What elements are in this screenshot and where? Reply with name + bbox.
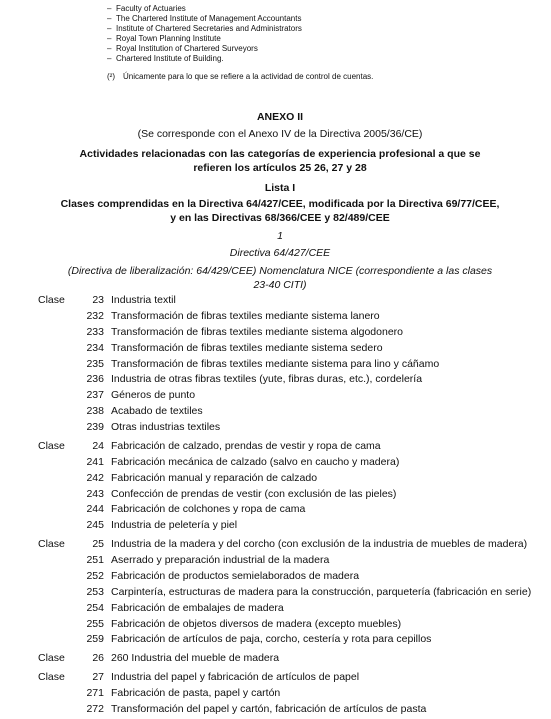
class-code: 25 — [92, 538, 104, 550]
list-item-text: Chartered Institute of Building. — [116, 54, 224, 63]
class-code: 234 — [86, 342, 104, 354]
class-description: Fabricación de productos semielaborados de madera — [111, 570, 360, 582]
class-description: Fabricación manual y reparación de calzado — [111, 472, 318, 484]
annex-heading: Actividades relacionadas con las categorías de experiencia profesional a que se refieren los artículos 25 26, 27 y 28 — [79, 148, 481, 174]
class-description: Industria de la madera y del corcho (con exclusión de la industria de muebles de madera) — [111, 538, 528, 550]
list-dash: – — [107, 24, 112, 33]
class-description: Industria textil — [111, 294, 176, 306]
list-item-text: Faculty of Actuaries — [116, 4, 186, 13]
class-code: 235 — [86, 358, 104, 370]
class-code: 253 — [86, 586, 104, 598]
class-description: Fabricación mecánica de calzado (salvo en caucho y madera) — [111, 456, 400, 468]
class-code: 241 — [86, 456, 104, 468]
footnote — [107, 72, 373, 82]
class-label: Clase — [38, 440, 65, 452]
list-dash: – — [107, 44, 112, 53]
annex-subtitle: (Se corresponde con el Anexo IV de la Directiva 2005/36/CE) — [137, 128, 423, 140]
class-description: Acabado de textiles — [111, 405, 203, 417]
class-description: Fabricación de colchones y ropa de cama — [111, 503, 306, 515]
list-item-text: The Chartered Institute of Management Accountants — [116, 14, 302, 23]
class-description: Industria de peletería y piel — [111, 519, 238, 531]
nomenclature-note: (Directiva de liberalización: 64/429/CEE) Nomenclatura NICE (correspondiente a las clases 23-40 CITI) — [67, 265, 493, 291]
list-item-text: Royal Town Planning Institute — [116, 34, 221, 43]
class-label: Clase — [38, 294, 65, 306]
class-code: 252 — [86, 570, 104, 582]
class-code: 251 — [86, 554, 104, 566]
list-item-text: Royal Institution of Chartered Surveyors — [116, 44, 258, 53]
class-description: Géneros de punto — [111, 389, 196, 401]
class-code: 233 — [86, 326, 104, 338]
class-description: Fabricación de artículos de paja, corcho, cestería y rota para cepillos — [111, 633, 432, 645]
annex-title: ANEXO II — [256, 111, 304, 123]
class-description: Fabricación de calzado, prendas de vestir y ropa de cama — [111, 440, 381, 452]
class-description: Otras industrias textiles — [111, 421, 221, 433]
class-code: 23 — [92, 294, 104, 306]
class-code: 244 — [86, 503, 104, 515]
list-title: Lista I — [264, 182, 296, 194]
class-code: 24 — [92, 440, 104, 452]
class-description: Fabricación de embalajes de madera — [111, 602, 284, 614]
class-code: 259 — [86, 633, 104, 645]
class-code: 272 — [86, 703, 104, 715]
class-description: Transformación de fibras textiles mediante sistema para lino y cáñamo — [111, 358, 440, 370]
class-code: 242 — [86, 472, 104, 484]
list-heading: Clases comprendidas en la Directiva 64/427/CEE, modificada por la Directiva 69/77/CEE, y en las Directivas 68/366/CEE y 82/489/CEE — [60, 198, 500, 224]
list-item-text: Institute of Chartered Secretaries and Administrators — [116, 24, 302, 33]
list-dash: – — [107, 34, 112, 43]
institutes-list — [107, 4, 302, 64]
class-description: Fabricación de objetos diversos de madera (excepto muebles) — [111, 618, 402, 630]
class-code: 243 — [86, 488, 104, 500]
class-label: Clase — [38, 652, 65, 664]
list-dash: – — [107, 4, 112, 13]
class-code: 245 — [86, 519, 104, 531]
list-item — [107, 4, 302, 14]
footnote-mark: (²) — [107, 72, 115, 81]
class-code: 254 — [86, 602, 104, 614]
list-item — [107, 44, 302, 54]
class-description: Industria de otras fibras textiles (yute, fibras duras, etc.), cordelería — [111, 373, 423, 385]
class-code: 27 — [92, 671, 104, 683]
class-description: 260 Industria del mueble de madera — [111, 652, 280, 664]
list-item — [107, 24, 302, 34]
list-dash: – — [107, 54, 112, 63]
directive-title: Directiva 64/427/CEE — [229, 247, 331, 259]
list-item — [107, 34, 302, 44]
class-description: Aserrado y preparación industrial de la madera — [111, 554, 330, 566]
class-code: 238 — [86, 405, 104, 417]
class-description: Transformación del papel y cartón, fabricación de artículos de pasta — [111, 703, 427, 715]
class-code: 237 — [86, 389, 104, 401]
list-dash: – — [107, 14, 112, 23]
class-code: 255 — [86, 618, 104, 630]
class-code: 236 — [86, 373, 104, 385]
class-description: Transformación de fibras textiles mediante sistema algodonero — [111, 326, 404, 338]
class-label: Clase — [38, 538, 65, 550]
class-description: Transformación de fibras textiles mediante sistema sedero — [111, 342, 383, 354]
class-code: 271 — [86, 687, 104, 699]
class-description: Confección de prendas de vestir (con exclusión de las pieles) — [111, 488, 397, 500]
class-code: 239 — [86, 421, 104, 433]
list-item — [107, 54, 302, 64]
section-number: 1 — [277, 230, 283, 242]
class-code: 26 — [92, 652, 104, 664]
footnote-text: Únicamente para lo que se refiere a la actividad de control de cuentas. — [123, 72, 374, 81]
class-label: Clase — [38, 671, 65, 683]
class-description: Carpintería, estructuras de madera para la construcción, parquetería (fabricación en serie) — [111, 586, 532, 598]
class-description: Fabricación de pasta, papel y cartón — [111, 687, 281, 699]
class-code: 232 — [86, 310, 104, 322]
list-item — [107, 14, 302, 24]
class-description: Transformación de fibras textiles mediante sistema lanero — [111, 310, 380, 322]
class-description: Industria del papel y fabricación de artículos de papel — [111, 671, 360, 683]
